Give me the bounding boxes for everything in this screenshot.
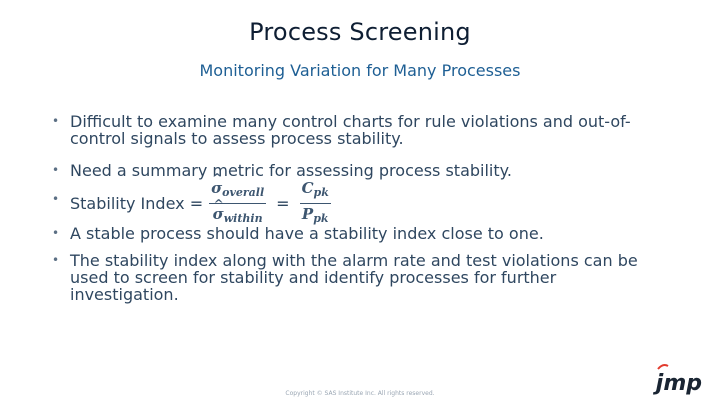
fraction-denominator: $P_{pk}$ — [301, 205, 329, 225]
fraction-denominator: ^ $\sigma_{within}$ — [213, 204, 263, 227]
bullet-text: Difficult to examine many control charts for rule violations and out-of-control signals to assess process stability. — [70, 112, 631, 148]
bullet-dot-icon: • — [52, 163, 60, 177]
page-subtitle: Monitoring Variation for Many Processes — [199, 61, 521, 80]
capability-ratio-fraction — [300, 180, 331, 227]
bullet-text: Need a summary metric for assessing process stability. — [70, 161, 512, 180]
bullet-dot-icon: • — [52, 226, 60, 240]
logo-text: jmp — [655, 371, 702, 396]
jmp-logo — [656, 371, 702, 396]
logo-swoosh-icon — [656, 363, 670, 371]
page-title: Process Screening — [249, 18, 471, 46]
bullet-text: A stable process should have a stability index close to one. — [70, 224, 544, 243]
fraction-numerator: ^ $\sigma_{overall}$ — [209, 180, 266, 204]
bullet-dot-icon: • — [52, 192, 60, 206]
copyright-footer: Copyright © SAS Institute Inc. All rights reserved. — [285, 390, 435, 397]
fraction-numerator: $C_{pk}$ — [300, 180, 331, 204]
bullet-dot-icon: • — [52, 114, 60, 128]
equals-sign: = — [276, 194, 290, 213]
bullet-text: The stability index along with the alarm rate and test violations can be used to screen for stability and identify processes for further investigation. — [70, 251, 638, 304]
sigma-ratio-fraction — [209, 180, 266, 227]
formula-label: Stability Index = — [70, 194, 204, 213]
bullet-dot-icon: • — [52, 253, 60, 267]
stability-index-formula — [70, 180, 337, 227]
